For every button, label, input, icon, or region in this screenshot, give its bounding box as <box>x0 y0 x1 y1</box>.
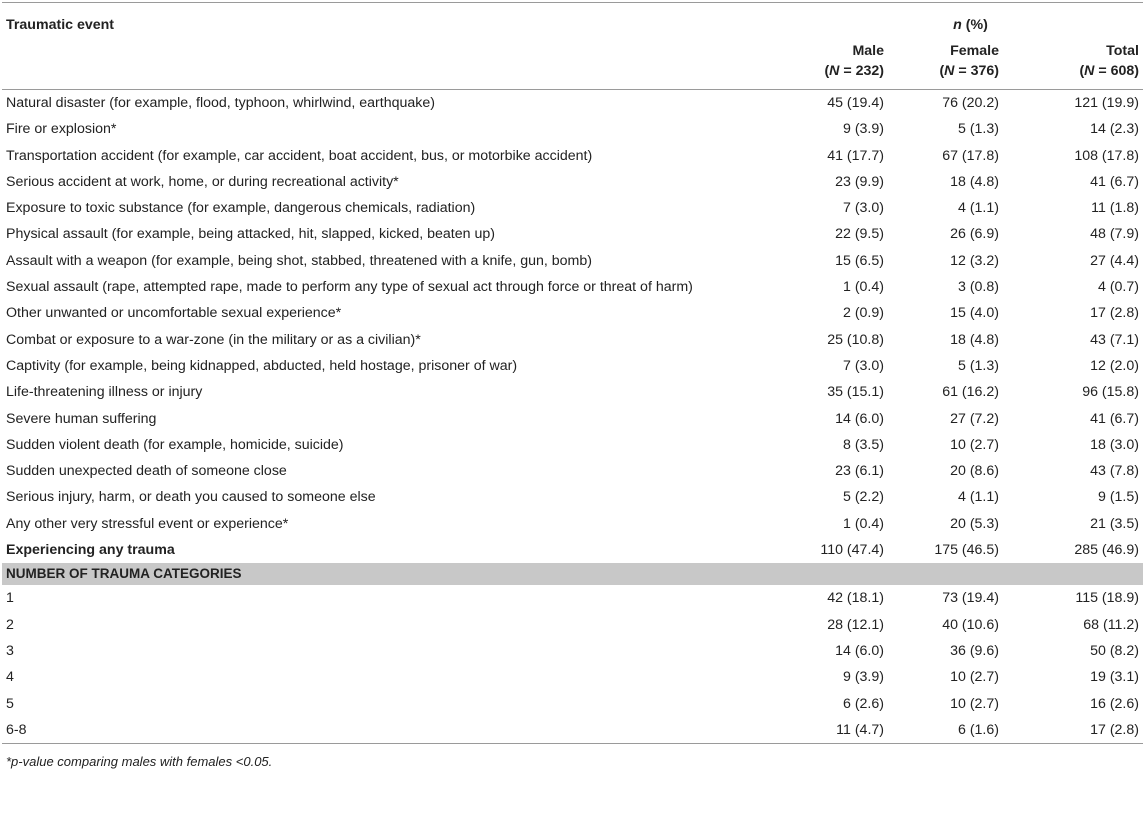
row-label: Sudden violent death (for example, homicide, suicide) <box>6 436 344 453</box>
cell-female: 10 (2.7) <box>950 695 999 712</box>
cell-female: 4 (1.1) <box>957 489 999 506</box>
row-label: 5 <box>6 695 14 712</box>
row-label: Life-threatening illness or injury <box>6 384 203 401</box>
cell-female: 175 (46.5) <box>934 542 999 559</box>
row-label: Assault with a weapon (for example, being shot, stabbed, threatened with a knife, gun, bomb) <box>6 252 592 269</box>
cell-total: 9 (1.5) <box>1097 489 1139 506</box>
cell-male: 25 (10.8) <box>827 331 884 348</box>
table-row <box>2 432 1143 458</box>
cell-female: 10 (2.7) <box>950 436 999 453</box>
column-header-n-percent: n (%) <box>953 17 988 33</box>
cell-female: 18 (4.8) <box>950 331 999 348</box>
cell-female: 27 (7.2) <box>950 410 999 427</box>
table-row <box>2 717 1143 743</box>
table-row <box>2 327 1143 353</box>
cell-female: 26 (6.9) <box>950 226 999 243</box>
cell-female: 36 (9.6) <box>950 642 999 659</box>
row-label: Serious accident at work, home, or during recreational activity* <box>6 173 399 190</box>
cell-total: 14 (2.3) <box>1090 121 1139 138</box>
cell-total: 12 (2.0) <box>1090 357 1139 374</box>
table-row <box>2 379 1143 405</box>
cell-total: 121 (19.9) <box>1074 95 1139 111</box>
row-label: Physical assault (for example, being attacked, hit, slapped, kicked, beaten up) <box>6 226 495 243</box>
cell-female: 15 (4.0) <box>950 305 999 322</box>
cell-total: 115 (18.9) <box>1075 590 1139 607</box>
column-header-total: Total (N = 608) <box>1079 43 1139 79</box>
column-header-traumatic-event: Traumatic event <box>6 17 115 33</box>
cell-female: 67 (17.8) <box>942 147 999 164</box>
cell-male: 22 (9.5) <box>835 226 884 243</box>
table-row <box>2 353 1143 379</box>
cell-total: 43 (7.1) <box>1090 331 1139 348</box>
footnote: *p-value comparing males with females <0.05. <box>6 754 273 770</box>
table-row <box>2 664 1143 690</box>
trauma-table <box>2 2 1143 769</box>
cell-total: 41 (6.7) <box>1090 173 1139 190</box>
row-label: Severe human suffering <box>6 410 157 427</box>
table-row <box>2 248 1143 274</box>
table-row <box>2 511 1143 537</box>
cell-total: 18 (3.0) <box>1090 436 1139 453</box>
table-row <box>2 537 1143 563</box>
cell-total: 27 (4.4) <box>1090 252 1139 269</box>
table-row <box>2 143 1143 169</box>
cell-total: 17 (2.8) <box>1090 721 1139 738</box>
section-header-row <box>2 563 1143 585</box>
row-label: 2 <box>6 616 14 633</box>
cell-male: 9 (3.9) <box>842 121 884 138</box>
table-row <box>2 300 1143 326</box>
cell-female: 61 (16.2) <box>942 384 999 401</box>
cell-male: 15 (6.5) <box>835 252 884 269</box>
table-row <box>2 274 1143 300</box>
column-header-male: Male (N = 232) <box>824 43 884 79</box>
table-row <box>2 638 1143 664</box>
cell-male: 110 (47.4) <box>820 542 884 559</box>
cell-male: 41 (17.7) <box>827 147 884 164</box>
column-header-female: Female (N = 376) <box>939 43 999 79</box>
cell-total: 285 (46.9) <box>1074 542 1139 559</box>
cell-male: 1 (0.4) <box>842 515 884 532</box>
cell-female: 5 (1.3) <box>957 357 999 374</box>
cell-male: 1 (0.4) <box>842 279 884 296</box>
table-row <box>2 169 1143 195</box>
cell-total: 17 (2.8) <box>1090 305 1139 322</box>
cell-female: 10 (2.7) <box>950 669 999 686</box>
row-label: Natural disaster (for example, flood, typhoon, whirlwind, earthquake) <box>6 95 435 111</box>
cell-male: 14 (6.0) <box>835 410 884 427</box>
row-label: Captivity (for example, being kidnapped, abducted, held hostage, prisoner of war) <box>6 357 518 374</box>
cell-female: 12 (3.2) <box>950 252 999 269</box>
cell-male: 7 (3.0) <box>842 200 884 217</box>
table-row <box>2 484 1143 510</box>
cell-male: 23 (9.9) <box>835 173 884 190</box>
cell-male: 8 (3.5) <box>842 436 884 453</box>
table-row <box>2 691 1143 717</box>
cell-male: 28 (12.1) <box>827 616 884 633</box>
cell-female: 4 (1.1) <box>957 200 999 217</box>
row-label: Any other very stressful event or experience* <box>6 515 289 532</box>
cell-total: 16 (2.6) <box>1090 695 1139 712</box>
cell-male: 11 (4.7) <box>836 721 884 738</box>
row-label: Combat or exposure to a war-zone (in the military or as a civilian)* <box>6 331 421 348</box>
cell-female: 20 (5.3) <box>950 515 999 532</box>
cell-total: 108 (17.8) <box>1074 147 1139 164</box>
row-label: 3 <box>6 642 14 659</box>
row-label: Sexual assault (rape, attempted rape, made to perform any type of sexual act through force or threat of harm) <box>6 279 693 296</box>
cell-female: 76 (20.2) <box>942 95 999 111</box>
table-row <box>2 195 1143 221</box>
cell-total: 68 (11.2) <box>1083 616 1139 633</box>
row-label: Exposure to toxic substance (for example, dangerous chemicals, radiation) <box>6 200 476 217</box>
row-label: 1 <box>6 590 14 607</box>
cell-total: 50 (8.2) <box>1090 642 1139 659</box>
table-row <box>2 90 1143 116</box>
cell-total: 19 (3.1) <box>1090 669 1139 686</box>
row-label: Fire or explosion* <box>6 121 117 138</box>
cell-male: 2 (0.9) <box>842 305 884 322</box>
row-label: Experiencing any trauma <box>6 542 175 559</box>
cell-female: 6 (1.6) <box>957 721 999 738</box>
cell-male: 42 (18.1) <box>827 590 884 607</box>
section-label: NUMBER OF TRAUMA CATEGORIES <box>2 563 1143 585</box>
cell-male: 7 (3.0) <box>842 357 884 374</box>
row-label: Sudden unexpected death of someone close <box>6 463 287 480</box>
table-row <box>2 406 1143 432</box>
row-label: 4 <box>6 669 14 686</box>
cell-male: 35 (15.1) <box>827 384 884 401</box>
row-label: Serious injury, harm, or death you caused to someone else <box>6 489 376 506</box>
row-label: Transportation accident (for example, car accident, boat accident, bus, or motorbike accident) <box>6 147 593 164</box>
cell-male: 5 (2.2) <box>842 489 884 506</box>
table-row <box>2 116 1143 142</box>
cell-total: 21 (3.5) <box>1090 515 1139 532</box>
cell-total: 96 (15.8) <box>1082 384 1139 401</box>
cell-female: 3 (0.8) <box>957 279 999 296</box>
row-label: Other unwanted or uncomfortable sexual experience* <box>6 305 342 322</box>
table-row <box>2 585 1143 611</box>
cell-female: 40 (10.6) <box>942 616 999 633</box>
cell-female: 73 (19.4) <box>942 590 999 607</box>
cell-male: 45 (19.4) <box>827 95 884 111</box>
cell-male: 23 (6.1) <box>835 463 884 480</box>
row-label: 6-8 <box>6 721 27 738</box>
cell-male: 9 (3.9) <box>842 669 884 686</box>
cell-total: 41 (6.7) <box>1090 410 1139 427</box>
cell-total: 11 (1.8) <box>1091 200 1139 217</box>
cell-male: 14 (6.0) <box>835 642 884 659</box>
table-row <box>2 458 1143 484</box>
cell-female: 5 (1.3) <box>957 121 999 138</box>
table-row <box>2 612 1143 638</box>
table-row <box>2 221 1143 247</box>
cell-male: 6 (2.6) <box>842 695 884 712</box>
cell-total: 4 (0.7) <box>1097 279 1139 296</box>
cell-female: 20 (8.6) <box>950 463 999 480</box>
cell-total: 43 (7.8) <box>1090 463 1139 480</box>
cell-female: 18 (4.8) <box>950 173 999 190</box>
cell-total: 48 (7.9) <box>1090 226 1139 243</box>
